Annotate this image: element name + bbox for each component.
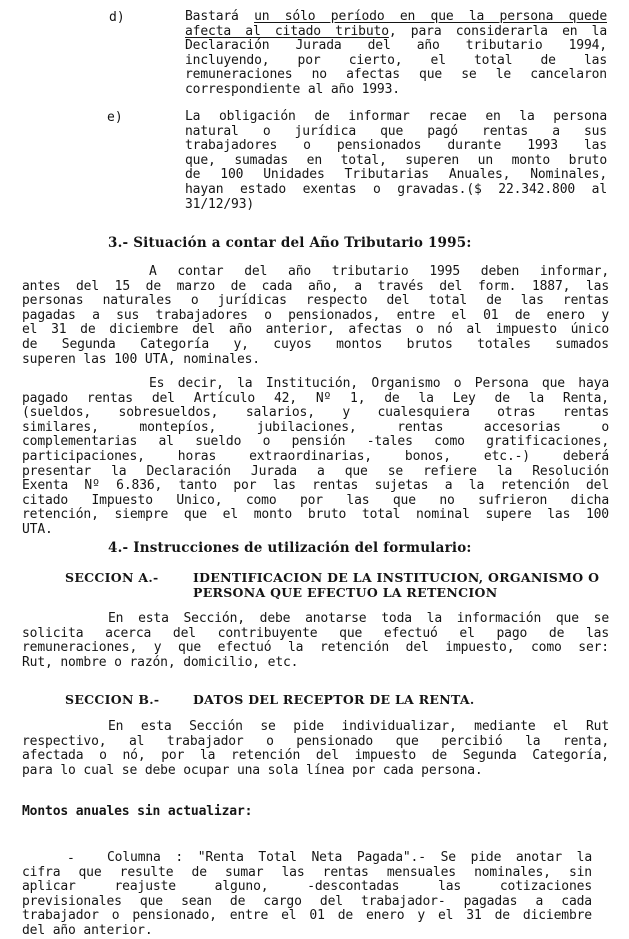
item-d-paragraph [185,10,607,98]
item-d-label: d) [109,10,125,25]
paragraph-line: pagadas a sus trabajadores o pensionados, entre el 01 de enero y [22,307,609,323]
paragraph-line: En esta Sección, debe anotarse toda la información que se [108,611,609,626]
item-e-line: de 100 Unidades Tributarias Anuales, Nominales, [185,167,607,183]
section-b-title: DATOS DEL RECEPTOR DE LA RENTA. [193,692,475,707]
paragraph-line: antes del 15 de marzo de cada año, a través del form. 1887, las [22,278,609,294]
paragraph-line: previsionales que sean de cargo del trabajador- pagadas a cada [22,893,592,909]
paragraph-line: solicita acerca del contribuyente que efectuó el pago de las [22,625,609,641]
paragraph-line: cifra que resulte de sumar las rentas mensuales nominales, sin [22,864,592,880]
paragraph-line: UTA. [22,521,53,537]
paragraph-line: citado Impuesto Unico, como por las que no sufrieron dicha [22,492,609,508]
paragraph-line: similares, montepíos, jubilaciones, rentas accesorias o [22,419,609,435]
section-3-paragraph-2 [22,377,609,538]
paragraph-line: En esta Sección se pide individualizar, mediante el Rut [108,719,609,734]
paragraph-line: para lo cual se debe ocupar una sola línea por cada persona. [22,762,483,778]
section-a-title-line: PERSONA QUE EFECTUO LA RETENCION [193,584,498,600]
paragraph-line: Rut, nombre o razón, domicilio, etc. [22,654,299,670]
item-d-line: Declaración Jurada del año tributario 1994, [185,38,607,54]
paragraph-line: presentar la Declaración Jurada a que se refiere la Resolución [22,463,609,479]
paragraph-line: complementarias al sueldo o pensión -tales como gratificaciones, [22,434,609,450]
item-e-line: que, sumadas en total, superen un monto bruto [185,152,607,168]
item-d-line: remuneraciones no afectas que se le cancelaron [185,67,607,83]
item-e-line: 31/12/93) [185,196,255,212]
item-e-line: trabajadores o pensionados durante 1993 las [185,138,607,154]
paragraph-line: retención, siempre que el monto bruto total nominal supere las 100 [22,507,609,523]
paragraph-line: aplicar reajuste alguno, -descontadas las cotizaciones [22,879,592,895]
paragraph-line: (sueldos, sobresueldos, salarios, y cualesquiera otras rentas [22,405,609,421]
paragraph-line: remuneraciones, y que efectuó la retención del impuesto, como ser: [22,640,609,656]
item-e-line: La obligación de informar recae en la persona [185,109,607,124]
item-e-line: hayan estado exentas o gravadas.($ 22.342.800 al [185,181,607,197]
paragraph-line: personas naturales o jurídicas respecto del total de las rentas [22,293,609,309]
item-d-line: afecta al citado tributo, para considerarla en la [185,23,607,39]
paragraph-line: Es decir, la Institución, Organismo o Persona que haya [149,376,609,391]
item-d-line: Bastará un sólo período en que la persona quede [185,9,607,24]
paragraph-line: Exenta Nº 6.836, tanto por las rentas sujetas a la retención del [22,478,609,494]
paragraph-line: respectivo, al trabajador o pensionado que percibió la renta, [22,733,609,749]
section-a-label: SECCION A.- [65,570,159,585]
item-d-line: incluyendo, por cierto, el total de las [185,52,607,68]
item-e-line: natural o jurídica que pagó rentas a sus [185,123,607,139]
section-b-label: SECCION B.- [65,692,160,707]
paragraph-line: Columna : "Renta Total Neta Pagada".- Se pide anotar la [107,850,592,865]
columna-bullet: - [67,851,75,866]
paragraph-line: superen las 100 UTA, nominales. [22,351,260,367]
montos-anuales-heading: Montos anuales sin actualizar: [22,804,253,819]
paragraph-line: de Segunda Categoría y, cuyos montos brutos totales sumados [22,336,609,352]
section-a-title [193,571,599,600]
paragraph-line: el 31 de diciembre del año anterior, afectas o nó al impuesto único [22,322,609,338]
item-e-paragraph [185,110,607,212]
paragraph-line: afectada o nó, por la retención del impuesto de Segunda Categoría, [22,748,609,764]
paragraph-line: trabajador o pensionado, entre el 01 de enero y el 31 de diciembre [22,908,592,924]
item-e-label: e) [107,110,123,125]
section-b-body [22,720,609,778]
section-3-heading: 3.- Situación a contar del Año Tributario 1995: [108,235,472,251]
paragraph-line: A contar del año tributario 1995 deben informar, [149,264,609,279]
paragraph-line: participaciones, horas extraordinarias, bonos, etc.-) deberá [22,448,609,464]
section-4-heading: 4.- Instrucciones de utilización del formulario: [108,540,472,556]
paragraph-line: pagado rentas del Artículo 42, Nº 1, de la Ley de la Renta, [22,390,609,406]
section-a-title-line: IDENTIFICACION DE LA INSTITUCION, ORGANISMO O [193,570,600,585]
columna-paragraph [22,851,592,939]
section-a-body [22,612,609,670]
section-3-paragraph-1 [22,265,609,367]
paragraph-line: del año anterior. [22,922,153,938]
item-d-line: correspondiente al año 1993. [185,81,400,97]
